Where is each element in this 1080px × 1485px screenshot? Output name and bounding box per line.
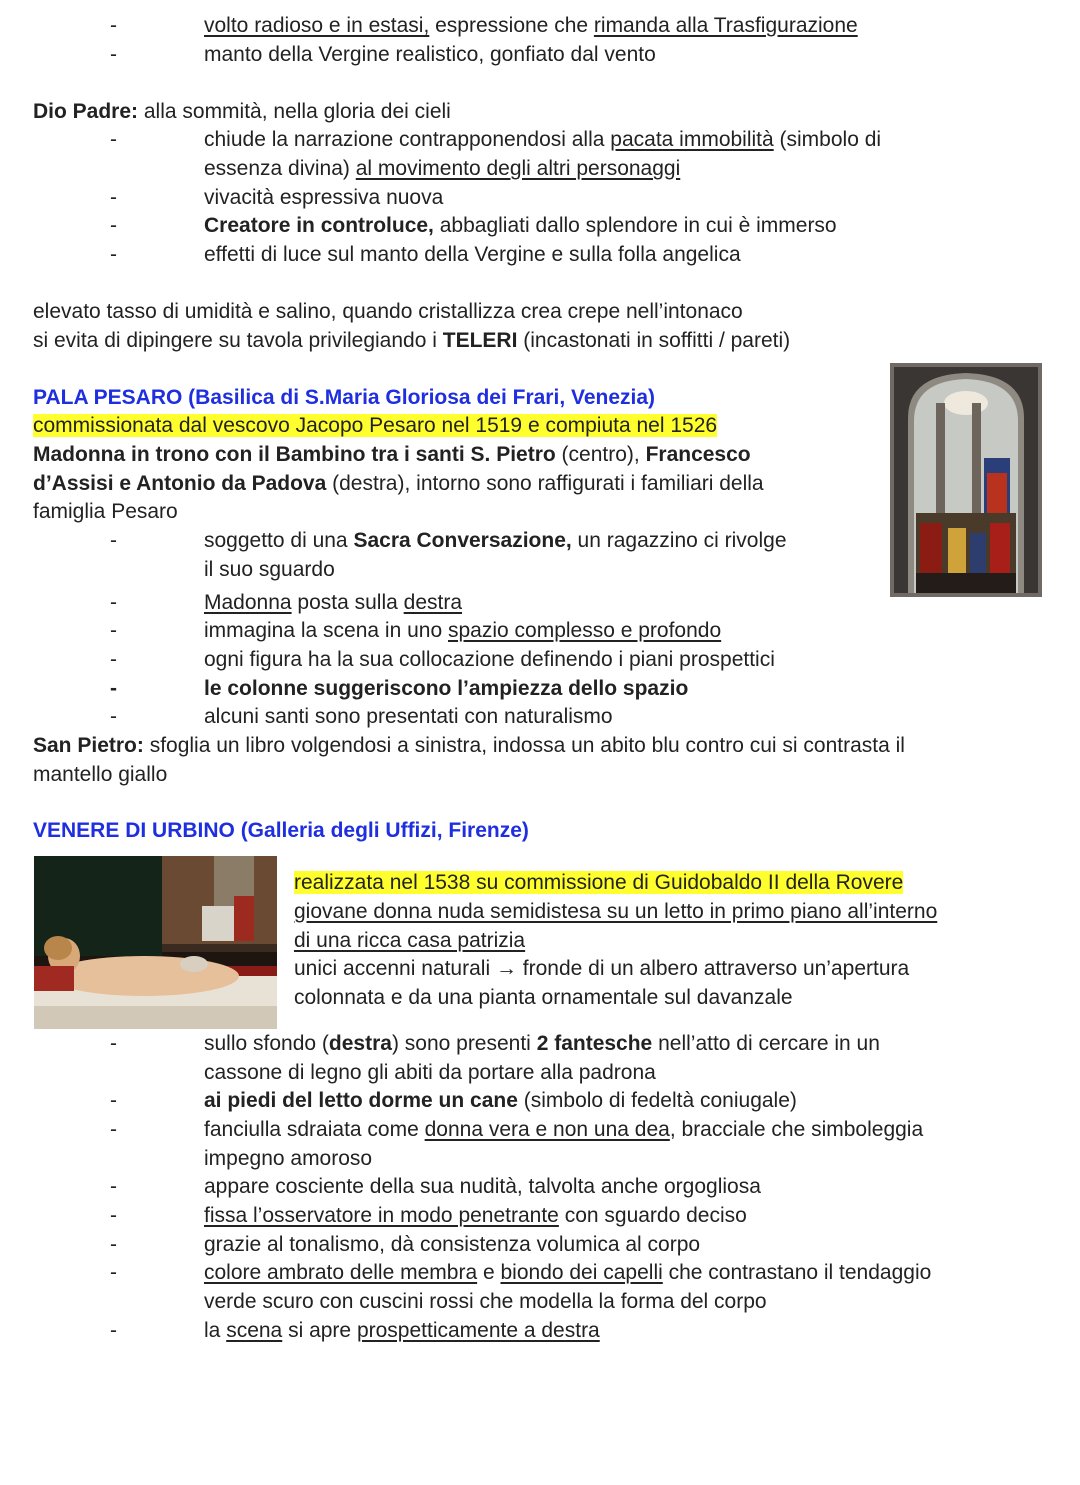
commission-note: commissionata dal vescovo Jacopo Pesaro nel 1519 e compiuta nel 1526 <box>33 414 718 437</box>
paragraph: Madonna in trono con il Bambino tra i santi S. Pietro (centro), Francesco <box>33 443 751 466</box>
commission-note: realizzata nel 1538 su commissione di Guidobaldo II della Rovere <box>294 871 904 894</box>
paragraph: elevato tasso di umidità e salino, quando cristallizza crea crepe nell’intonaco <box>33 300 743 323</box>
paragraph: unici accenni naturali → fronde di un albero attraverso un’apertura <box>294 957 910 980</box>
dio-padre-heading: Dio Padre: alla sommità, nella gloria dei cieli <box>33 100 451 123</box>
paragraph: giovane donna nuda semidistesa su un letto in primo piano all’interno <box>294 900 938 923</box>
paragraph: si evita di dipingere su tavola privilegiando i TELERI (incastonati in soffitti / pareti) <box>33 329 791 352</box>
venere-di-urbino-painting <box>34 856 277 1029</box>
paragraph: di una ricca casa patrizia <box>294 929 526 952</box>
paragraph: colonnata e da una pianta ornamentale sul davanzale <box>294 986 793 1009</box>
pala-pesaro-painting <box>890 363 1042 597</box>
section-title-pala-pesaro: PALA PESARO (Basilica di S.Maria Gloriosa dei Frari, Venezia) <box>33 386 656 409</box>
notes-page: - volto radioso e in estasi, espressione che rimanda alla Trasfigurazione - manto della Vergine realistico, gonfiato dal vento Dio Padre: alla sommità, nella gloria dei cieli - chiude la narrazione contrapponendosi alla pacata immobilità (simbolo di essenza divina) al movimento degli altri personaggi - vivacità espressiva nuova - Creatore in controluce, abbagliati dallo splendore in cui è immerso - effetti di luce sul manto della Vergine e sulla folla angelica elevato tasso di umidità e salino, quando cristallizza crea crepe nell’intonaco si evita di dipingere su tavola privilegiando i TELERI (incastonati in soffitti / pareti) PALA PESARO (Basilica di S.Maria Gloriosa dei Frari, Venezia) commissionata dal vescovo Jacopo Pesaro nel 1519 e compiuta nel 1526 Madonna in trono con il Bambino tra i santi S. Pietro (centro), Francesco d’Assisi e Antonio da Padova (destra), intorno sono raffigurati i familiari della famiglia Pesaro - soggetto di una Sacra Conversazione, un ragazzino ci rivolge il suo sguardo - Madonna posta sulla destra - immagina la scena in uno spazio complesso e profondo - ogni figura ha la sua collocazione definendo i piani prospettici - le colonne suggeriscono l’ampiezza dello spazio - alcuni santi sono presentati con naturalismo San Pietro: sfoglia un libro volgendosi a sinistra, indossa un abito blu contro cui si contrasta il mantello giallo VENERE DI URBINO (Galleria degli Uffizi, Firenze) realizzata nel 1538 su commissione di Guidobaldo II della Rovere giovane donna nuda semidistesa su un letto in primo piano all’interno di una ricca casa patrizia unici accenni naturali → fronde di un albero attraverso un’apertura colonnata e da una pianta ornamentale sul davanzale - sullo sfondo (destra) sono presenti 2 fantesche nell’atto di cercare in un cassone di legno gli abiti da portare alla padrona - ai piedi del letto dorme un cane (simbolo di fedeltà coniugale) - fanciulla sdraiata come donna vera e non una dea, bracciale che simboleggia impegno amoroso - appare cosciente della sua nudità, talvolta anche orgogliosa - fissa l’osservatore in modo penetrante con sguardo deciso - grazie al tonalismo, dà consistenza volumica al corpo - colore ambrato delle membra e biondo dei capelli che contrastano il tendaggio verde scuro con cuscini rossi che modella la forma del corpo - la scena si apre prospetticamente a destra <box>0 0 1080 1485</box>
paragraph: mantello giallo <box>33 763 168 786</box>
paragraph: famiglia Pesaro <box>33 500 178 523</box>
section-title-venere-di-urbino: VENERE DI URBINO (Galleria degli Uffizi, Firenze) <box>33 819 529 842</box>
paragraph: d’Assisi e Antonio da Padova (destra), intorno sono raffigurati i familiari della <box>33 472 764 495</box>
paragraph: San Pietro: sfoglia un libro volgendosi a sinistra, indossa un abito blu contro cui si contrasta il <box>33 734 905 757</box>
